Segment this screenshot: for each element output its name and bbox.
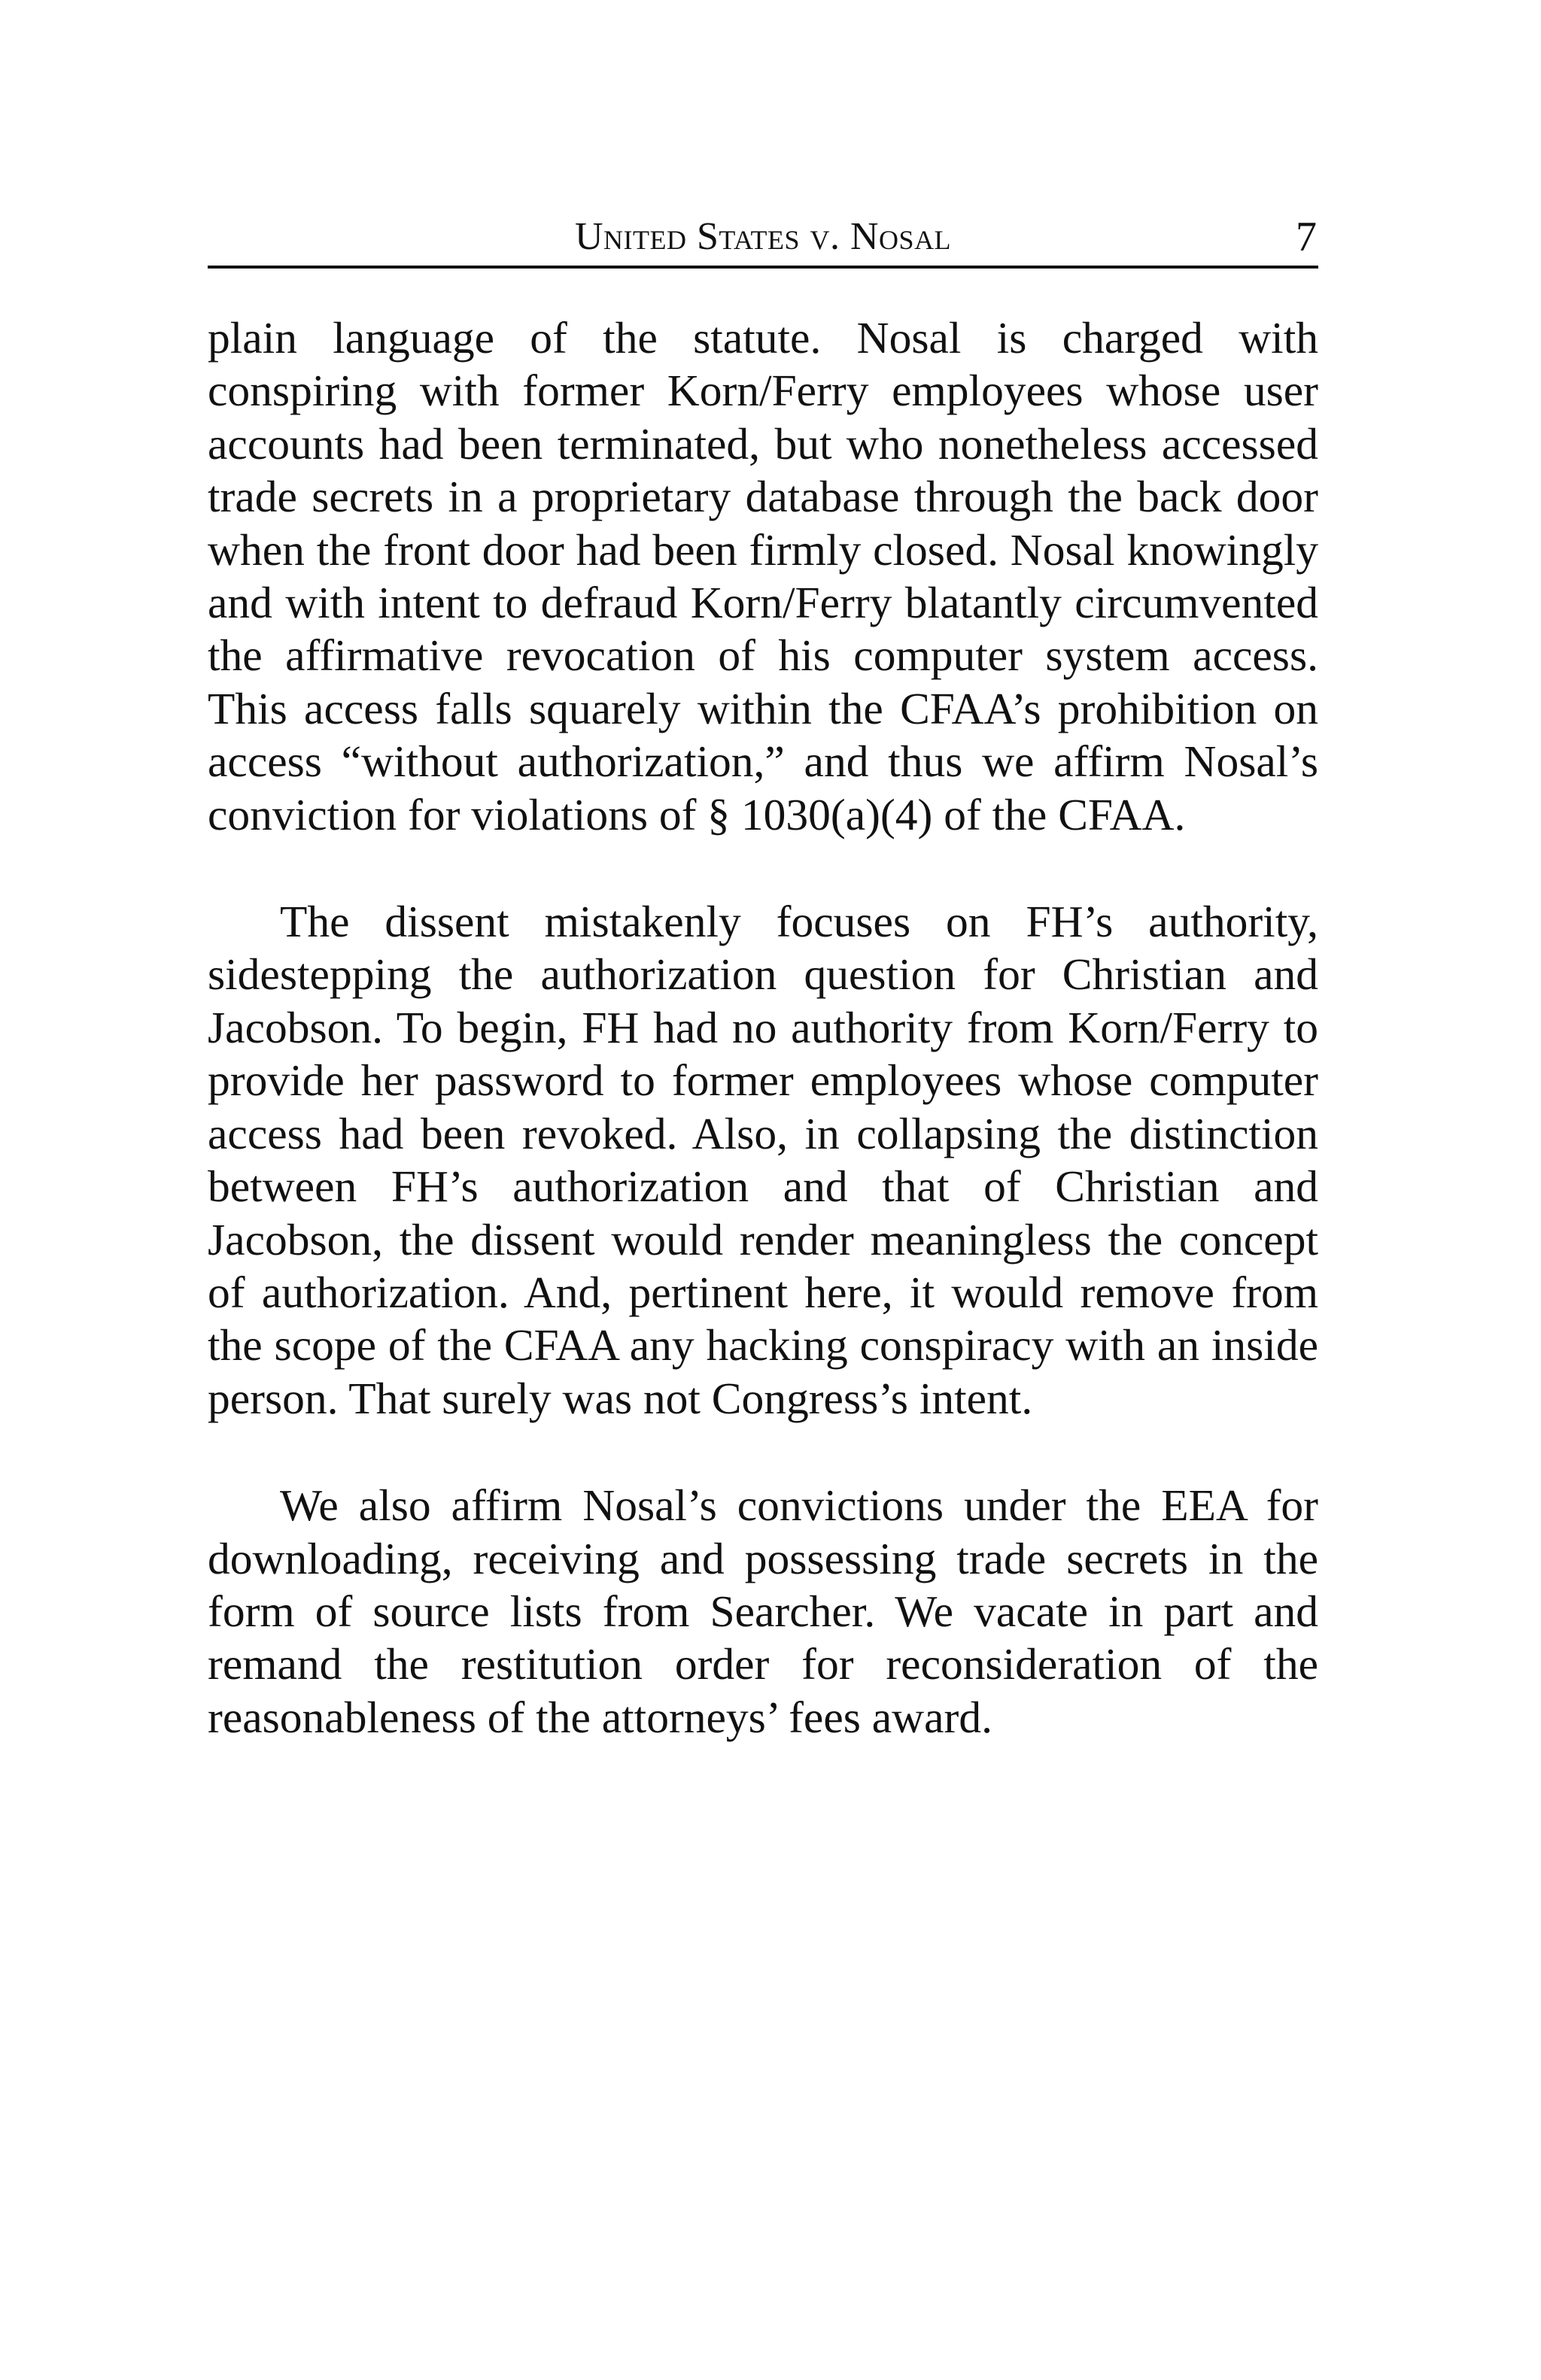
- paragraph-eea: We also affirm Nosal’s convictions under the EEA for downloading, receiving and possessing trade secrets in the form of source lists from Searcher. We vacate in part and remand the restitution order for reconsideration of the reasonableness of the attorneys’ fees award.: [208, 1480, 1318, 1742]
- paragraph-dissent: The dissent mistakenly focuses on FH’s authority, sidestepping the authorization question for Christian and Jacobson. To begin, FH had no authority from Korn/Ferry to provide her password to former employees whose computer access had been revoked. Also, in collapsing the distinction between FH’s authorization and that of Christian and Jacobson, the dissent would render meaningless the concept of authorization. And, pertinent here, it would remove from the scope of the CFAA any hacking conspiracy with an inside person. That surely was not Congress’s intent.: [208, 897, 1318, 1423]
- running-header: [208, 213, 1318, 269]
- page-number: 7: [1296, 214, 1317, 260]
- body-text: [208, 311, 1318, 1744]
- paragraph-continued: plain language of the statute. Nosal is charged with conspiring with former Korn/Ferry employees whose user accounts had been terminated, but who nonetheless accessed trade secrets in a proprietary database through the back door when the front door had been firmly closed. Nosal knowingly and with intent to defraud Korn/Ferry blatantly circumvented the affirmative revocation of his computer system access. This access falls squarely within the CFAA’s prohibition on access “without authorization,” and thus we affirm Nosal’s conviction for violations of § 1030(a)(4) of the CFAA.: [208, 313, 1318, 839]
- running-title: United States v. Nosal: [574, 215, 952, 258]
